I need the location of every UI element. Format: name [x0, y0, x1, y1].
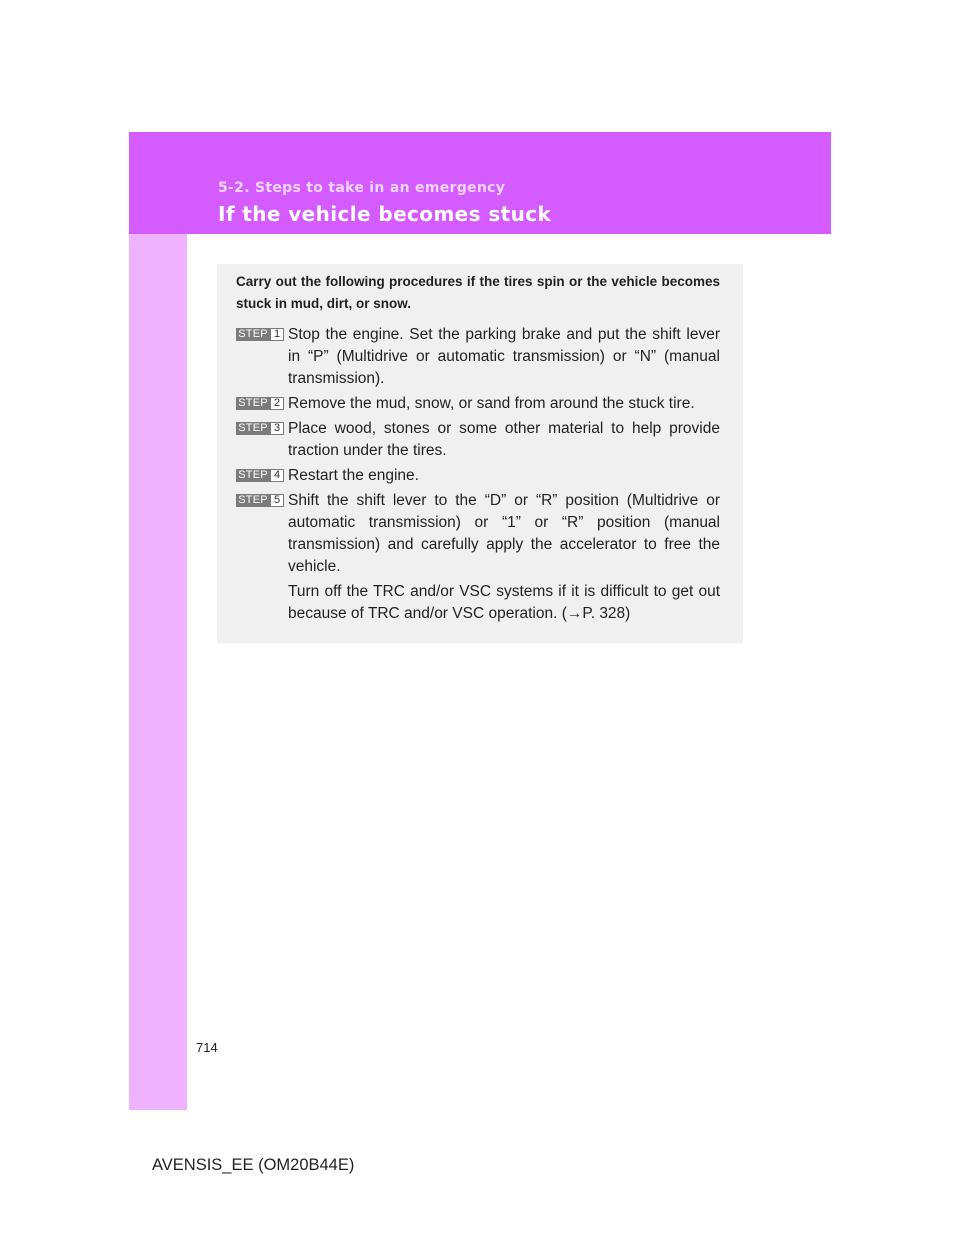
- step-badge: [236, 397, 284, 410]
- side-strip: [129, 234, 187, 1110]
- step-badge-number: 5: [270, 494, 284, 507]
- step-badge-word: STEP: [236, 397, 270, 410]
- step-text: Shift the shift lever to the “D” or “R” position (Multidrive or automatic transmission) or “1” or “R” position (manual transmission) and carefully apply the accelerator to free the vehicle.: [288, 492, 720, 575]
- step-4: [236, 465, 720, 487]
- step-text: Remove the mud, snow, or sand from around the stuck tire.: [288, 395, 695, 412]
- step-5: [236, 490, 720, 625]
- document-code: AVENSIS_EE (OM20B44E): [152, 1156, 355, 1174]
- step-badge: [236, 328, 284, 341]
- procedure-box: [217, 264, 743, 643]
- page-number: 714: [196, 1040, 218, 1055]
- step-2: [236, 393, 720, 415]
- header-band: [129, 132, 831, 234]
- page-title: If the vehicle becomes stuck: [218, 202, 552, 226]
- step-1: [236, 324, 720, 390]
- step-3: [236, 418, 720, 462]
- step-text: Stop the engine. Set the parking brake and put the shift lever in “P” (Multidrive or automatic transmission) or “N” (manual transmission).: [288, 326, 720, 387]
- step-badge-number: 3: [270, 422, 284, 435]
- step-badge-number: 1: [270, 328, 284, 341]
- step-badge: [236, 494, 284, 507]
- section-label: 5-2. Steps to take in an emergency: [218, 180, 506, 196]
- step-badge: [236, 469, 284, 482]
- step-badge-word: STEP: [236, 494, 270, 507]
- step-note: Turn off the TRC and/or VSC systems if it is difficult to get out because of TRC and/or VSC operation. (→P. 328): [288, 583, 720, 622]
- step-badge-number: 2: [270, 397, 284, 410]
- step-badge: [236, 422, 284, 435]
- step-text: Restart the engine.: [288, 467, 419, 484]
- procedure-intro: Carry out the following procedures if the tires spin or the vehicle becomes stuck in mud, dirt, or snow.: [236, 274, 720, 311]
- step-text: Place wood, stones or some other material to help provide traction under the tires.: [288, 420, 720, 459]
- step-badge-word: STEP: [236, 328, 270, 341]
- step-badge-number: 4: [270, 469, 284, 482]
- step-badge-word: STEP: [236, 469, 270, 482]
- step-badge-word: STEP: [236, 422, 270, 435]
